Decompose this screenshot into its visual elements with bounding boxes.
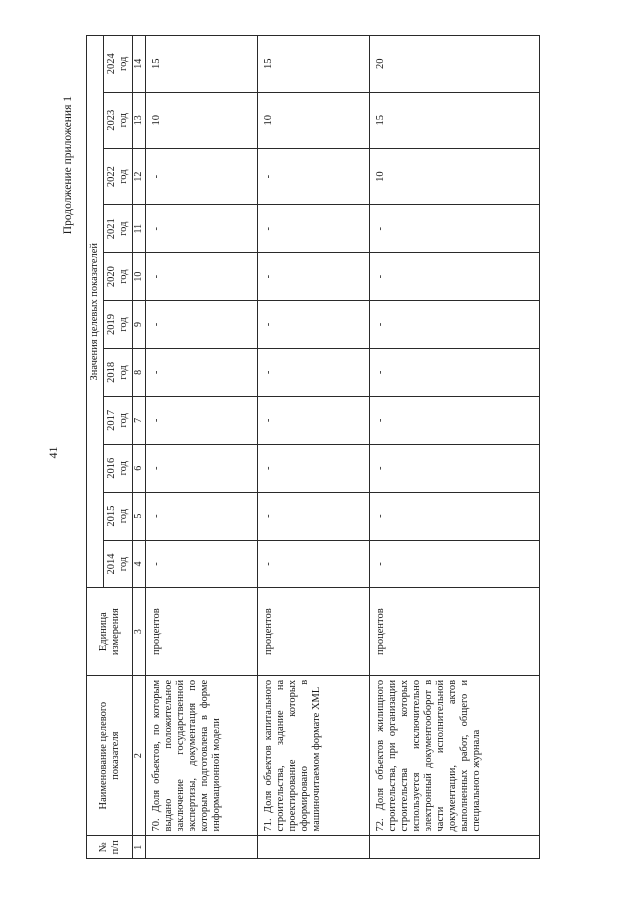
- indicator-value: -: [369, 444, 539, 492]
- header-year: 2015 год: [104, 492, 133, 540]
- indicator-value: -: [145, 205, 257, 253]
- indicator-value: -: [257, 301, 369, 349]
- indicator-value: -: [145, 348, 257, 396]
- header-name: Наименование целевого показателя: [87, 675, 133, 836]
- column-number: 1: [133, 836, 146, 859]
- indicator-value: 15: [145, 36, 257, 93]
- indicator-value: 20: [369, 36, 539, 93]
- indicator-value: -: [369, 396, 539, 444]
- header-year: 2021 год: [104, 205, 133, 253]
- indicator-unit: процентов: [145, 588, 257, 675]
- indicator-value: -: [145, 301, 257, 349]
- column-number: 8: [133, 348, 146, 396]
- column-numbers-row: [133, 36, 146, 859]
- header-year: 2023 год: [104, 92, 133, 148]
- indicator-value: 10: [257, 92, 369, 148]
- table-row: [257, 36, 369, 859]
- indicator-name: 72. Доля объектов жилищного строительства, при организации строительства которых используется исключительно электронный документооборот в части исполнительной документации, актов выполненных работ, общего и специального журнала: [369, 675, 539, 836]
- indicator-value: -: [145, 492, 257, 540]
- indicator-value: 15: [369, 92, 539, 148]
- column-number: 7: [133, 396, 146, 444]
- indicator-value: -: [145, 396, 257, 444]
- row-num-cell: [369, 836, 539, 859]
- indicator-value: -: [369, 492, 539, 540]
- indicator-value: -: [257, 205, 369, 253]
- column-number: 13: [133, 92, 146, 148]
- column-number: 3: [133, 588, 146, 675]
- indicator-value: -: [257, 396, 369, 444]
- indicator-value: -: [257, 492, 369, 540]
- target-indicators-table: [86, 35, 540, 859]
- indicator-value: -: [145, 444, 257, 492]
- indicator-name: 70. Доля объектов, по которым выдано положительное заключение государственной экспертизы, документация по которым подготовлена в форме информационной модели: [145, 675, 257, 836]
- header-year: 2018 год: [104, 348, 133, 396]
- indicator-value: -: [257, 540, 369, 588]
- row-num-cell: [145, 836, 257, 859]
- indicator-value: 15: [257, 36, 369, 93]
- column-number: 11: [133, 205, 146, 253]
- indicator-value: -: [145, 540, 257, 588]
- indicator-value: -: [369, 540, 539, 588]
- indicator-value: 10: [369, 148, 539, 204]
- indicator-value: -: [257, 253, 369, 301]
- indicator-value: -: [369, 301, 539, 349]
- indicator-value: -: [257, 348, 369, 396]
- column-number: 12: [133, 148, 146, 204]
- header-unit: Единица измерения: [87, 588, 133, 675]
- header-num: № п/п: [87, 836, 133, 859]
- header-year: 2020 год: [104, 253, 133, 301]
- row-num-cell: [257, 836, 369, 859]
- header-year: 2016 год: [104, 444, 133, 492]
- indicator-value: -: [257, 148, 369, 204]
- column-number: 2: [133, 675, 146, 836]
- indicator-name: 71. Доля объектов капитального строительства, задание на проектирование которых оформировано в машиночитаемом формате XML: [257, 675, 369, 836]
- column-number: 9: [133, 301, 146, 349]
- indicator-unit: процентов: [369, 588, 539, 675]
- column-number: 10: [133, 253, 146, 301]
- header-values-group: Значения целевых показателей: [87, 36, 104, 588]
- continuation-note: Продолжение приложения 1: [62, 96, 74, 235]
- table-row: [369, 36, 539, 859]
- header-year: 2024 год: [104, 36, 133, 93]
- column-number: 6: [133, 444, 146, 492]
- indicator-value: -: [369, 348, 539, 396]
- column-number: 4: [133, 540, 146, 588]
- column-number: 5: [133, 492, 146, 540]
- indicator-value: -: [369, 253, 539, 301]
- header-year: 2022 год: [104, 148, 133, 204]
- header-year: 2017 год: [104, 396, 133, 444]
- page-number: 41: [46, 446, 60, 459]
- indicator-value: 10: [145, 92, 257, 148]
- header-row-1: [87, 36, 104, 859]
- indicator-value: -: [257, 444, 369, 492]
- indicator-value: -: [369, 205, 539, 253]
- indicator-unit: процентов: [257, 588, 369, 675]
- indicator-value: -: [145, 253, 257, 301]
- header-year: 2019 год: [104, 301, 133, 349]
- table-row: [145, 36, 257, 859]
- indicator-value: -: [145, 148, 257, 204]
- header-year: 2014 год: [104, 540, 133, 588]
- column-number: 14: [133, 36, 146, 93]
